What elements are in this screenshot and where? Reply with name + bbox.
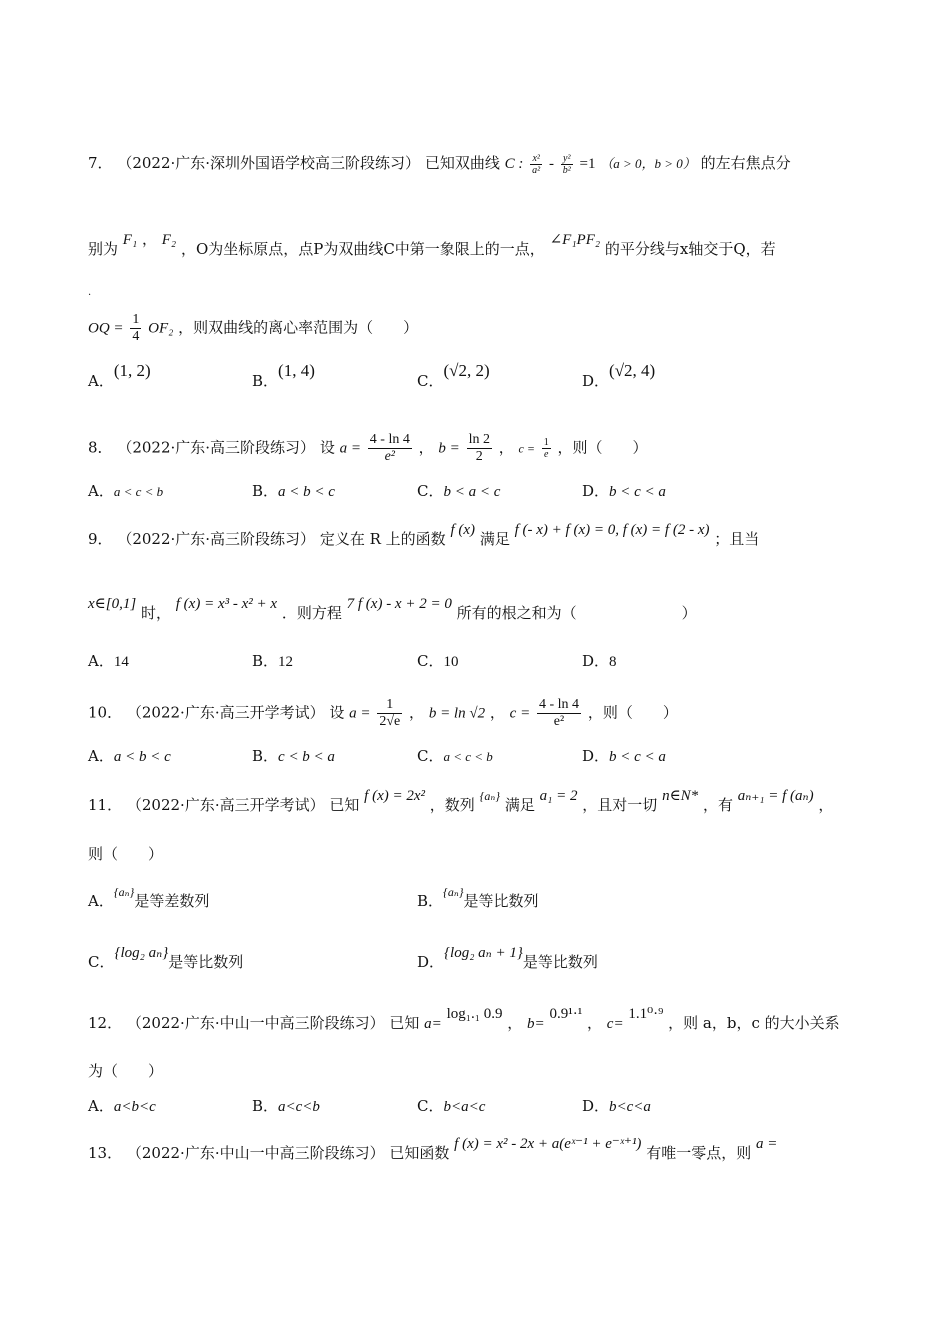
math-oq: OQ = [88, 320, 124, 337]
math-c-value: 1.1⁰·⁹ [628, 1006, 664, 1022]
math-a: a = [756, 1136, 778, 1152]
stray-dot: . [88, 287, 92, 298]
math-f1: F₁ [122, 232, 138, 248]
question-7-line-1 [88, 152, 890, 176]
question-text: 满足 [479, 530, 510, 548]
option-b[interactable]: B．a < b < c [252, 482, 335, 500]
math-b: b = ln √2 [428, 705, 486, 722]
question-text: ，则（ ） [557, 438, 648, 457]
option-c[interactable]: C．a < c < b [417, 747, 493, 765]
math-hyperbola-name: C : [504, 156, 524, 172]
math-a: a= [424, 1016, 442, 1032]
question-source: （2022·广东·高三阶段练习） [117, 530, 316, 548]
question-text: 的平分线与x轴交于Q，若 [604, 240, 776, 258]
question-11-line-1: 11． （2022·广东·高三开学考试） 已知 f (x) = 2x² ，数列 $^{\{a_n\}}$ 满足 a₁ = 2 ，且对一切 n∈N* ，有 aₙ₊₁ = f (aₙ) ， [88, 788, 834, 814]
math-fraction-quarter: $\frac{1}{4}$ [132, 312, 140, 344]
question-text: 满足 [504, 796, 535, 814]
question-13-line-1 [88, 1136, 890, 1165]
math-fx: f (x) = 2x² [364, 788, 426, 804]
math-c: c = [518, 441, 535, 456]
math-minus: - [548, 156, 554, 172]
question-text: 设 [319, 438, 335, 457]
question-source: （2022·广东·中山一中高三阶段练习） [126, 1014, 385, 1032]
question-source: （2022·广东·高三开学考试） [126, 703, 325, 722]
math-fraction-x: $\frac{\text{x²}}{\text{a²}}$ [532, 152, 541, 176]
math-b: b= [527, 1016, 545, 1032]
option-b[interactable]: B．(1, 4) [252, 361, 315, 390]
math-angle: ∠F₁PF₂ [549, 232, 601, 248]
option-a[interactable]: A．(1, 2) [88, 361, 151, 390]
math-recurrence: aₙ₊₁ = f (aₙ) [737, 788, 814, 804]
option-c[interactable]: C．b<a<c [417, 1097, 486, 1115]
question-text: 别为 [88, 240, 119, 258]
math-condition: （a > 0，b > 0） [600, 156, 696, 171]
option-b[interactable]: B．12 [252, 652, 294, 670]
math-equation: 7 f (x) - x + 2 = 0 [346, 596, 452, 612]
math-fraction-y: $\frac{\text{y²}}{\text{b²}}$ [562, 152, 571, 176]
option-d[interactable]: D．b < c < a [582, 482, 666, 500]
math-fraction-a: $\frac{1}{2√e}$ [379, 697, 401, 729]
question-7-line-2: 别为 F₁ ， F₂ ，O为坐标原点，点P为双曲线C中第一象限上的一点， ∠F₁PF₂ 的平分线与x轴交于Q，若 [88, 230, 776, 258]
math-fraction-b: $\frac{\ln 2}{2}$ [468, 432, 490, 464]
question-text: ．则方程 [281, 604, 342, 622]
math-a: a = [339, 440, 361, 457]
question-number: 11． [88, 796, 123, 814]
question-text: ，数列 [429, 796, 475, 814]
question-source: （2022·广东·高三阶段练习） [117, 438, 316, 457]
question-9-line-1 [88, 522, 890, 551]
math-fraction-c: $\frac{4 - \ln 4}{\text{e²}}$ [538, 697, 580, 729]
math-c: c= [606, 1016, 624, 1032]
question-text: ，且对一切 [582, 796, 658, 814]
question-number: 13． [88, 1144, 123, 1162]
question-text: 设 [329, 703, 345, 722]
question-text: ，则（ ） [587, 703, 678, 722]
option-a[interactable]: A．14 [88, 652, 129, 670]
math-of2: OF₂ [148, 320, 174, 337]
math-function: f (x) = x² - 2x + a(eˣ⁻¹ + e⁻ˣ⁺¹) [454, 1136, 642, 1152]
question-10-line-1: 10． （2022·广东·高三开学考试） 设 a = $\frac{1}{2√e}$ ， b = ln √2 ， c = $\frac{4 - \ln 4}{\text{e²}}$ ，则（ ） [88, 697, 678, 729]
question-number: 8． [88, 438, 113, 457]
question-text: 时， [140, 604, 171, 622]
question-number: 12． [88, 1014, 123, 1032]
question-text: ，O为坐标原点，点P为双曲线C中第一象限上的一点， [180, 240, 545, 258]
math-condition: f (- x) + f (x) = 0, f (x) = f (2 - x) [514, 522, 710, 538]
option-c[interactable]: C．10 [417, 652, 459, 670]
math-n-set: n∈N* [662, 788, 699, 804]
question-text: 定义在 R 上的函数 [319, 530, 446, 548]
question-text: ，则 a，b，c 的大小关系 [668, 1014, 840, 1032]
option-c[interactable]: C．{log₂ aₙ}是等比数列 [88, 945, 244, 971]
option-a[interactable]: A．a<b<c [88, 1097, 156, 1115]
question-text: 已知 [329, 796, 360, 814]
option-c[interactable]: C．(√2, 2) [417, 361, 490, 390]
math-c: c = [509, 705, 531, 722]
math-a-value: log₁.₁ 0.9 [446, 1006, 503, 1022]
math-b-value: 0.9¹·¹ [549, 1006, 583, 1022]
option-b[interactable]: B．$^{\{a_n\}}$是等比数列 [417, 885, 539, 910]
math-fraction-a: $\frac{4 - \ln 4}{\text{e²}}$ [369, 432, 410, 464]
question-9-line-2 [88, 596, 890, 625]
question-number: 10． [88, 703, 123, 722]
question-source: （2022·广东·中山一中高三阶段练习） [126, 1144, 385, 1162]
question-text: 有唯一零点，则 [646, 1144, 752, 1162]
question-source: （2022·广东·深圳外国语学校高三阶段练习） [117, 154, 421, 172]
option-a[interactable]: A．a < c < b [88, 482, 164, 500]
question-text: ；且当 [714, 530, 760, 548]
math-sequence: {aₙ} [479, 789, 501, 803]
option-d[interactable]: D．(√2, 4) [582, 361, 656, 390]
question-text: ，则双曲线的离心率范围为（ ） [178, 318, 419, 337]
option-d[interactable]: D．b < c < a [582, 747, 666, 765]
question-text: 已知双曲线 [424, 154, 500, 172]
question-7-line-3 [88, 312, 890, 345]
math-a: a = [349, 705, 371, 722]
option-a[interactable]: A．$^{\{a_n\}}$是等差数列 [88, 885, 210, 910]
question-number: 7． [88, 154, 113, 172]
question-text: ，有 [702, 796, 733, 814]
question-11-line-2: 则（ ） [88, 845, 164, 863]
option-c[interactable]: C．b < a < c [417, 482, 501, 500]
question-8-line-1: 8． （2022·广东·高三阶段练习） 设 a = $\frac{4 - \ln 4}{\text{e²}}$ ， b = $\frac{\ln 2}{2}$ ， c = $\frac{1}{e}$ ，则（ ） [88, 432, 648, 464]
math-definition: f (x) = x³ - x² + x [175, 596, 278, 612]
math-domain: x∈[0,1] [88, 596, 137, 612]
question-source: （2022·广东·高三开学考试） [126, 796, 325, 814]
math-fx: f (x) [450, 522, 476, 538]
option-d[interactable]: D．{log₂ aₙ + 1}是等比数列 [417, 945, 598, 971]
option-d[interactable]: D．8 [582, 652, 617, 670]
question-text: 的左右焦点分 [700, 154, 791, 172]
math-equals-one: =1 [579, 156, 596, 172]
option-d[interactable]: D．b<c<a [582, 1097, 651, 1115]
question-number: 9． [88, 530, 113, 548]
option-a[interactable]: A．a < b < c [88, 747, 171, 765]
option-b[interactable]: B．c < b < a [252, 747, 335, 765]
math-b: b = [438, 440, 460, 457]
question-12-line-1: 12． （2022·广东·中山一中高三阶段练习） 已知 a= log₁.₁ 0.9 ， b= 0.9¹·¹ ， c= 1.1⁰·⁹ ，则 a，b，c 的大小关系 [88, 1006, 840, 1032]
question-text: 已知 [389, 1014, 420, 1032]
question-text: 所有的根之和为（ ） [456, 604, 697, 622]
question-12-line-2: 为（ ） [88, 1062, 164, 1080]
math-a1: a₁ = 2 [539, 788, 578, 804]
math-f2: F₂ [161, 232, 177, 248]
option-b[interactable]: B．a<c<b [252, 1097, 320, 1115]
question-text: 已知函数 [389, 1144, 450, 1162]
math-fraction-c: $\frac{1}{e}$ [543, 437, 549, 460]
